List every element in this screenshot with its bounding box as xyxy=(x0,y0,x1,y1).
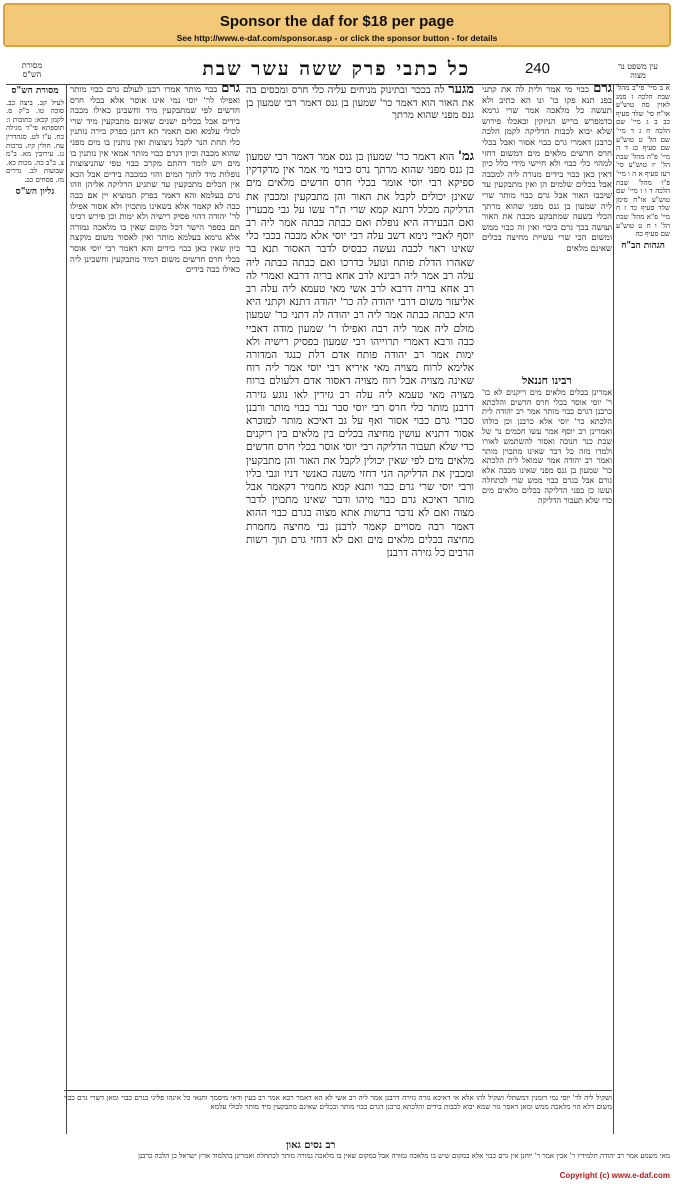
rashi-text: כבוי מי אמר ולית לה את קתני בפנ תנא פקו כו' ונו הא כתיב ולא תעשה כל מלאכה אמר שרי גרמא כדמפרש בריש הניזקין ובאכלו פירוש שלא יבוא לכבות הדליקה לקמן הלכה כרבנן דאמרי גרם כבוי אסור ואבל בכלי חרס חדשים מלאים מים דמשום דחזי למהוי כלי כבוי ולא חיישי מידי כלל כיון דאין כאן כבוי בידים מנורה ליה למכבה אבל בכלים שלמים הן ואין מתבקעין עד שיכבו האור אבל גרם כבוי מותר שרי ליה שמעון בן גנס מפני שהוא מרתך הכלי בשעה שמתבקע מכבה את האור ועושה בכך גרם כיבוי ואין זה כבוי ממש ומשום הכי שרי עשיית מחיצה בכלים שאינם מלאים xyxy=(482,85,612,254)
margin-left-text: לעיל קכ. ביצה כב. סוכה טו. ב"ק ס. לקמן קכא: כתובות ו: תוספתא פי"ד מגילה כח. ע"ז לט. סנהדרין עח. חולין קיז. ברכות נג. עירובין מא. ב"מ צ. ב"ב כה. מכות כא. שבועות לב. נדרים מז. פסחים כב. xyxy=(6,98,64,184)
sponsor-title: Sponsor the daf for $18 per page xyxy=(219,13,455,30)
rabbeinu-chananel-text: אמרינן בכלים מלאים מים ריקנים לא כו' ר' יוסי אוסר בכלי חרס חדשים והלכתא כרבנן דגרם כבוי מותר אמר רב יהודה לית הלכתא כר' יוסי אלא כרבנן וכן כולהו ואמרינן רב יוסף אמר עשו חכמים נר של שבת כנר חנוכה ואסור להשתמש לאורו ולמדו מזה כל דבר שאינו מתכוין מותר ואמר רב יהודה אמר שמואל לית הלכתא כר' שמעון בן גנס מפני שאינו מכבה אלא גורם אבל בגרם כבוי ממש שרי לכתחלה ועשו כן בפני הדליקה בכלים מלאים מים כדי שלא תעבור הדליקה xyxy=(482,387,612,505)
rav-nissim-title: רב נסים גאון xyxy=(286,1140,336,1151)
talmud-page xyxy=(6,54,670,1166)
gemara-lead-word: גמ' xyxy=(458,150,474,164)
gilyon-hashas-label: גליון הש"ס xyxy=(15,186,55,197)
sponsor-subtitle: See http://www.e-daf.com/sponsor.asp - or click the sponsor button - for details xyxy=(176,33,498,43)
rashi-lead-word: גרם xyxy=(593,84,612,96)
sponsor-banner[interactable] xyxy=(3,3,671,47)
tosafot-text: כבוי מותר אמרו רבנן לעולם גרם כבוי מותר ואפילו לר' יוסי נמי אינו אוסר אלא בכלי חרס חדשים לפי שמתבקעין מיד וחשבינן כאילו מכבה בידים אבל בכלים ישנים שאינם מתבקעין מיד שרי לכולי עלמא ואם תאמר הא דתנן בפרק כירה נותנין כלי תחת הנר לקבל ניצוצות ואין נותנין בו מים מפני שהוא מכבה וכיון דגרם כבוי מותר אמאי אין נותנין בו מים ויש לומר דהתם מקרב כבוי טפי שהניצוצות נופלות מיד לתוך המים והוי כמכבה בידים אבל הכא אין הכלים מתבקעין עד שתגיע הדליקה אליהן וזהו גרם בעלמא והא דאמר בפרק המוציא יין אם כבה כבה לא קאמר אלא בשאינו מתכוין ולא אסור אפילו לר' יהודה דהוי פסיק רישיה ולא ימות וכן פירש רבינו תם בספר הישר דכל מקום שאין בו מלאכה גמורה אלא גרמא בעלמא מותר ואין לאסור משום מוקצה כיון שאין כאן כבוי בידים והא דאמר רבי יוסי אוסר בכלי חרס חדשים משום דמיד מתבקעין וחשבינן ליה כאילו כבה בידים xyxy=(70,85,240,276)
page-title: כל כתבי פרק ששה עשר שבת xyxy=(202,58,470,80)
bottom-notes: ושקיל ליה לר' יוסי נמי דזמנין דמשתלי ושקיל להו אלא אי דאיכא גזרה גזירה דרבנן אמר ליה רב אשי לא הא דאמר רבא אמר רב בעין ודאי מיסמך ותנאי כל אינהו פליגי בגרם כבוי ומאן דשרי גרם כבוי משום דלא הוי מלאכה ממש ומאן דאסר גזר שמא יבוא לכבות בידים והלכתא כרבנן דגרם כבוי מותר ובכלים שאינם מתבקעין מיד מותר לכולי עלמא xyxy=(64,1094,612,1111)
ein-mishpat-label: עין משפט נר מצוה xyxy=(618,62,658,80)
rabbeinu-chananel-title: רבינו חננאל xyxy=(522,376,572,387)
column-divider xyxy=(66,84,67,1134)
copyright-notice: Copyright (c) www.e-daf.com xyxy=(559,1171,670,1180)
mishna-lead-word: מגער xyxy=(448,84,474,97)
gemara-column xyxy=(246,150,474,1080)
masoret-hashas-column xyxy=(6,84,64,1134)
rav-nissim-text: מאי משמע אמר רב יהודה תלמידיו ר' אבין אמר ר' יוחנן אין גרם כבוי אלא במקום שיש בו מלאכה גמורה אבל במקום שאין בו מלאכה גמורה מותר לכתחלה ואמרינן בתלמוד ארץ ישראל כן הלכה כרבנן xyxy=(138,1152,670,1160)
masoret-hashas-label: מסורת הש"ס xyxy=(11,86,59,96)
mishna-block xyxy=(246,84,474,146)
tosafot-column xyxy=(70,84,240,1084)
masoret-label: מסורת הש"ס xyxy=(21,61,43,79)
bottom-rule xyxy=(64,1090,612,1091)
ein-mishpat-column xyxy=(616,84,670,1134)
gemara-text: הוא דאמר כר' שמעון בן גנס אמר דאמר רבי שמעון בן גנס מפני שהוא מרתך נרס כיבוי מי אמר אין מדקדקין ספיקא רבי יוסי אומר בכלי חרס חדשים מלאים מים שאינן יכולים לקבל את האור והן מתבקעין ומכבין את הדליקה מכלל דתנא קמא שרי ת"ר עשו על גבי מבערין ואם הבעירה היא נופלת ואם כבתה כבתה אמר ליה רב יוסף לאביי נימא דשב עלה רבי יוסי אלא מכבה בכבי כלי שאינו ראוי לכבה נעשה כבסיס לדבר האסור תנא בר שאהרו הדלת פותח ונועל כדרכו ואם כבתה כבתה ליה עלה רב אמר ליה רבינא לרב אחא בריה דרבא ואמרי לה רב אחא בריה דרבא לרב אשי מאי טעמא ליה עלה רב אליעזר משום דרבי יהודה לה כר' יהודה דתנא וקתני היא היא כבתה כבתה אמר ליה רב יהודה לה דתני כר' שמעון מולם ליה אמר ליה רבה ואפילו ר' שמעון מודה דאביי כבה ורבא דאמרי תרוייהו רבי שמעון בפסיק רישיה ולא ימות אמר רב יהודה פותח אדם דלת כנגד המדורה אלימא לרוח מצויה מאי איריא רבי יוסי אמר ליה רוח שאינה מצויה אבל רוח מצויה דאסור אדם דלעולם ברוח מצויה מאי טעמא ליה עלה רב גזירין לאו נוגע גזירה דרבנן מותר כלי חרס רבי יוסי סבר נבר כבוי מותר ורבנן סברי גרם כבוי אסור ואף על גב דאיכא מותר למוכרא אסור דתניא עושין מחיצה בכלים בין מלאים בין ריקנים כדי שלא תעבור הדליקה רבי יוסי אוסר בכלי חרס חדשים מלאים מים לפי שאין יכולין לקבל את האור והן מתבקעין ומכבין את הדליקה הני דחזי משנה כאנשי דניו וגבי כליו ורבי יוסי שרי גרם כבוי ותנא קמא מחמיר דקאמר אבל מותר דאיכא גרם כבוי מיהו ודבר שאינו מתכוין לדבר מצוה ואם לא נדבר ברשות אתא מצוה בגרם כבוי ההוא דאמר רבה מסויים קאמר לרבנן גבי מחיצה מחמרת מחיצה בכלים מלאים מים ואם לא דחזי גרם תוך רשות הרבים כל גזירה דרבנן xyxy=(246,151,474,560)
tosafot-lead-word: גרם xyxy=(221,84,240,96)
mishna-text: לה בככר ובתינוק מניחים עליה כלי חרס ומכסים בה את האור הוא דאמר כר' שמעון בן גנס דאמר רבי שמעון בן גנס מפני שהוא מרתך xyxy=(246,85,474,121)
page-number: 240 xyxy=(524,60,550,77)
page-header xyxy=(6,58,670,84)
margin-right-text: א ב מיי' פי"ב מהל' שבת הלכה ז סמג לאוין סה טוש"ע או"ח סי' שלד סעיף כב ב ג מיי' שם הלכה ח ג ד מיי' שם הל' ט טוש"ע שם סעיף כג ד ה מיי' פ"ה מהל' שבת הל' יז טוש"ע סי' רעז סעיף א ה ו מיי' פ"ו מהל' שבת הלכה ד ו ז מיי' שם טוש"ע או"ח סימן שלד סעיף כד ז ח מיי' פ"א מהל' שבת הל' ו ח ט טוש"ע שם סעיף כה xyxy=(616,84,670,239)
rabbeinu-chananel-column xyxy=(482,376,612,836)
hagahot-label: הגהות הב"ח xyxy=(621,240,665,251)
column-divider xyxy=(613,84,614,1134)
